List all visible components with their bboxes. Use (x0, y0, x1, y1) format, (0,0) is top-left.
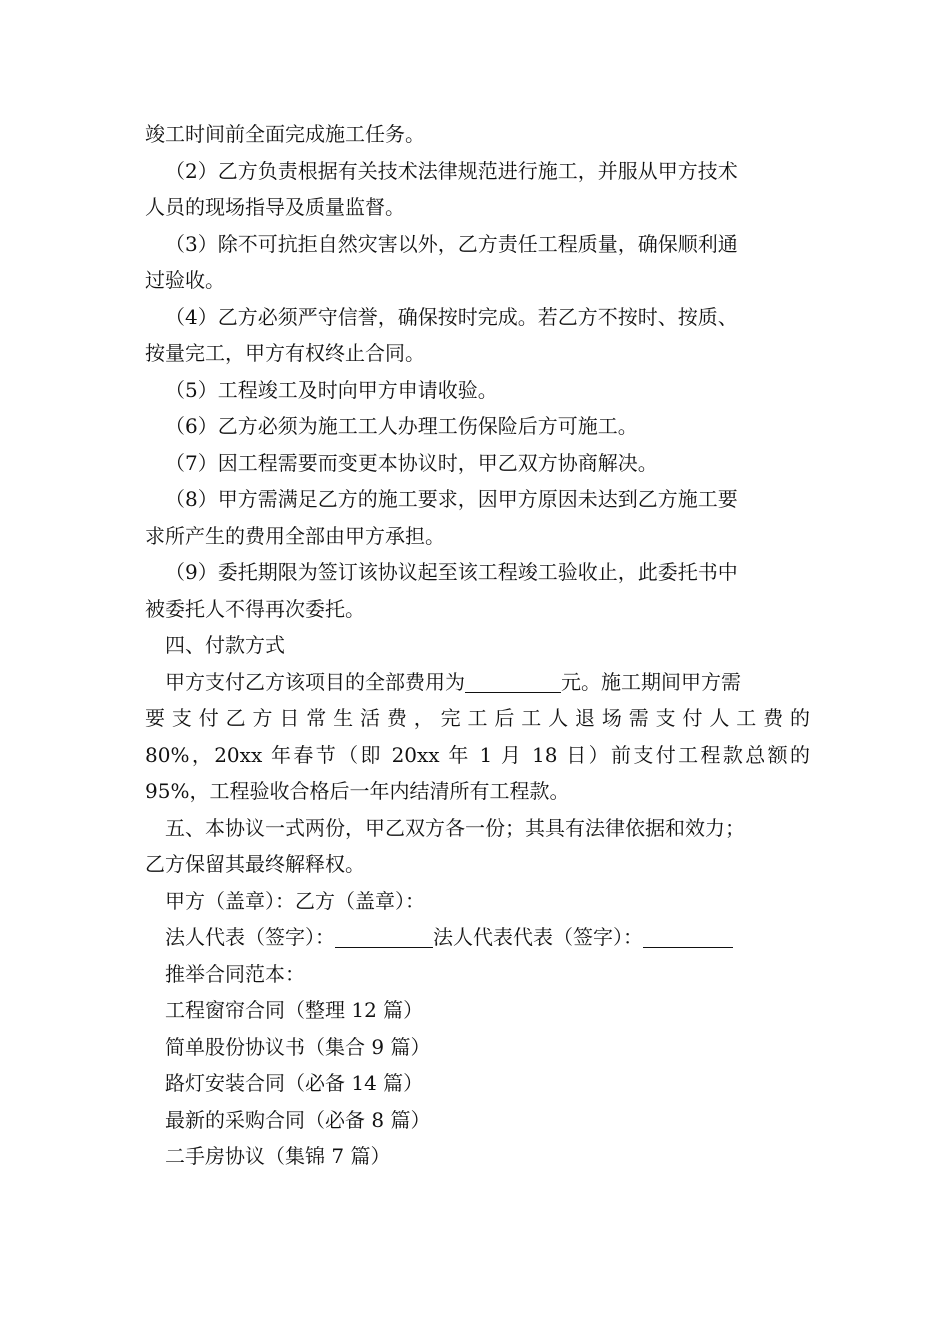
payment-suffix: 元。施工期间甲方需 (561, 669, 741, 694)
clause-2-line: （2）乙方负责根据有关技术法律规范进行施工，并服从甲方技术 (165, 158, 738, 183)
representative-line (145, 919, 810, 956)
body-line: 按量完工，甲方有权终止合同。 (145, 341, 425, 365)
body-line: 被委托人不得再次委托。 (145, 596, 365, 621)
body-line: 竣工时间前全面完成施工任务。 (145, 122, 425, 146)
clause-8-line: （8）甲方需满足乙方的施工要求，因甲方原因未达到乙方施工要 (165, 487, 738, 511)
clause-3-line: （3）除不可抗拒自然灾害以外，乙方责任工程质量，确保顺利通 (165, 231, 738, 256)
signature-blank-b (643, 927, 733, 948)
recommend-item: 工程窗帘合同（整理 12 篇） (165, 998, 424, 1022)
clause-4-line: （4）乙方必须严守信誉，确保按时完成。若乙方不按时、按质、 (165, 304, 738, 329)
clause-6-line: （6）乙方必须为施工工人办理工伤保险后方可施工。 (165, 414, 638, 438)
clause-5-line: （5）工程竣工及时向甲方申请收验。 (165, 377, 498, 402)
recommend-item: 简单股份协议书（集合 9 篇） (165, 1034, 431, 1059)
section-heading: 四、付款方式 (165, 633, 285, 657)
recommend-item: 最新的采购合同（必备 8 篇） (165, 1107, 431, 1132)
recommend-item: 路灯安装合同（必备 14 篇） (165, 1071, 424, 1095)
rep-a-label: 法人代表（签字）： (165, 925, 335, 949)
payment-line-3: 80%，20xx 年春节（即 20xx 年 1 月 18 日）前支付工程款总额的 (145, 742, 810, 767)
document-page (145, 116, 810, 1175)
payment-line-4: 95%，工程验收合格后一年内结清所有工程款。 (145, 779, 570, 803)
clause-9-line: （9）委托期限为签订该协议起至该工程竣工验收止，此委托书中 (165, 560, 738, 584)
seal-line: 甲方（盖章）：乙方（盖章）： (165, 888, 425, 913)
signature-blank-a (335, 927, 433, 948)
clause-five-line-2: 乙方保留其最终解释权。 (145, 852, 365, 876)
body-line: 过验收。 (145, 268, 225, 292)
payment-line-2: 要支付乙方日常生活费，完工后工人退场需支付人工费的 (145, 706, 810, 730)
recommend-heading: 推举合同范本： (165, 961, 305, 986)
amount-blank (465, 672, 561, 693)
clause-7-line: （7）因工程需要而变更本协议时，甲乙双方协商解决。 (165, 450, 658, 475)
payment-prefix: 甲方支付乙方该项目的全部费用为 (165, 669, 465, 694)
rep-b-label: 法人代表代表（签字）： (433, 925, 643, 949)
payment-line-1 (145, 664, 810, 701)
clause-five-line-1: 五、本协议一式两份，甲乙双方各一份；其具有法律依据和效力； (165, 815, 745, 840)
body-line: 人员的现场指导及质量监督。 (145, 195, 405, 219)
recommend-item: 二手房协议（集锦 7 篇） (165, 1144, 391, 1168)
body-line: 求所产生的费用全部由甲方承担。 (145, 523, 445, 548)
